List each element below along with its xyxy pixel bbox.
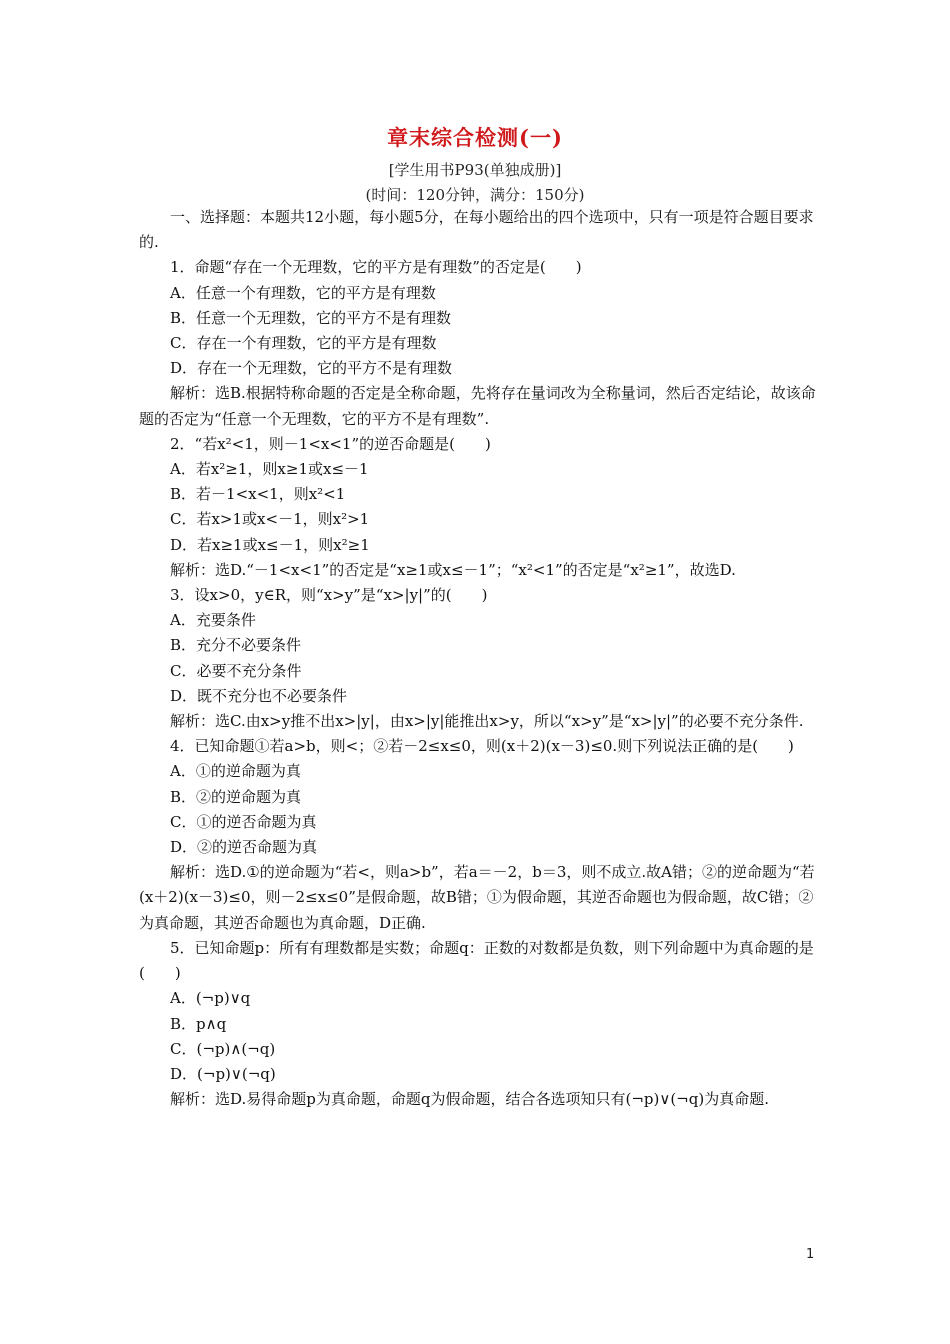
- option-c: C．(¬p)∧(¬q): [170, 1039, 276, 1058]
- option-a: A．①的逆命题为真: [170, 762, 301, 781]
- section-intro: 一、选择题：本题共12小题，每小题5分，在每小题给出的四个选项中，只有一项是符合题目要求的.: [139, 208, 814, 252]
- option-d: D．若x≥1或x≤－1，则x²≥1: [170, 535, 370, 554]
- option-b: B．若－1<x<1，则x²<1: [170, 485, 346, 504]
- option-c: C．若x>1或x<－1，则x²>1: [170, 510, 370, 529]
- option-d: D．(¬p)∨(¬q): [170, 1064, 276, 1083]
- question-stem: 2．“若x²<1，则－1<x<1”的逆否命题是( ): [170, 434, 491, 453]
- question-stem: 5．已知命题p：所有有理数都是实数；命题q：正数的对数都是负数，则下列命题中为真命题的是( ): [139, 938, 814, 983]
- question-4: [139, 734, 819, 936]
- question-2: [139, 432, 819, 583]
- option-b: B．p∧q: [170, 1014, 227, 1033]
- option-b: B．充分不必要条件: [170, 636, 302, 655]
- page-title: 章末综合检测(一): [387, 125, 563, 150]
- question-1: [139, 255, 819, 431]
- question-stem: 4．已知命题①若a>b，则<；②若－2≤x≤0，则(x＋2)(x－3)≤0.则下列说法正确的是( ): [170, 737, 794, 756]
- option-a: A．充要条件: [170, 611, 256, 630]
- option-d: D．存在一个无理数，它的平方不是有理数: [170, 359, 453, 378]
- question-5: [139, 936, 819, 1112]
- option-a: A．任意一个有理数，它的平方是有理数: [170, 283, 436, 302]
- question-3: [139, 583, 819, 734]
- question-analysis: 解析：选D.①的逆命题为“若<，则a>b”，若a＝－2，b＝3，则不成立.故A错；②的逆命题为“若(x＋2)(x－3)≤0，则－2≤x≤0”是假命题，故B错；①为假命题，其逆否命题也为假命题，故C错；②为真命题，其逆否命题也为真命题，D正确.: [139, 863, 815, 932]
- option-b: B．②的逆命题为真: [170, 787, 302, 806]
- document-body: [139, 205, 819, 1112]
- option-a: A．若x²≥1，则x≥1或x≤－1: [170, 460, 369, 479]
- option-d: D．②的逆否命题为真: [170, 838, 318, 857]
- question-analysis: 解析：选D.易得命题p为真命题，命题q为假命题，结合各选项知只有(¬p)∨(¬q)为真命题.: [170, 1090, 769, 1109]
- exam-time-info: (时间：120分钟，满分：150分): [365, 186, 585, 204]
- option-c: C．必要不充分条件: [170, 661, 302, 680]
- question-stem: 3．设x>0，y∈R，则“x>y”是“x>|y|”的( ): [170, 586, 488, 605]
- option-b: B．任意一个无理数，它的平方不是有理数: [170, 308, 452, 327]
- question-stem: 1．命题“存在一个无理数，它的平方是有理数”的否定是( ): [170, 258, 582, 277]
- page-number: 1: [806, 1247, 815, 1262]
- question-analysis: 解析：选C.由x>y推不出x>|y|，由x>|y|能推出x>y，所以“x>y”是“x>|y|”的必要不充分条件.: [170, 712, 804, 731]
- option-a: A．(¬p)∨q: [170, 989, 251, 1008]
- question-analysis: 解析：选D.“－1<x<1”的否定是“x≥1或x≤－1”；“x²<1”的否定是“x²≥1”，故选D.: [170, 560, 736, 579]
- book-reference: [学生用书P93(单独成册)]: [388, 161, 562, 179]
- option-c: C．①的逆否命题为真: [170, 812, 317, 831]
- option-c: C．存在一个有理数，它的平方是有理数: [170, 334, 437, 353]
- question-analysis: 解析：选B.根据特称命题的否定是全称命题，先将存在量词改为全称量词，然后否定结论，故该命题的否定为“任意一个无理数，它的平方不是有理数”.: [139, 384, 816, 428]
- option-d: D．既不充分也不必要条件: [170, 686, 348, 705]
